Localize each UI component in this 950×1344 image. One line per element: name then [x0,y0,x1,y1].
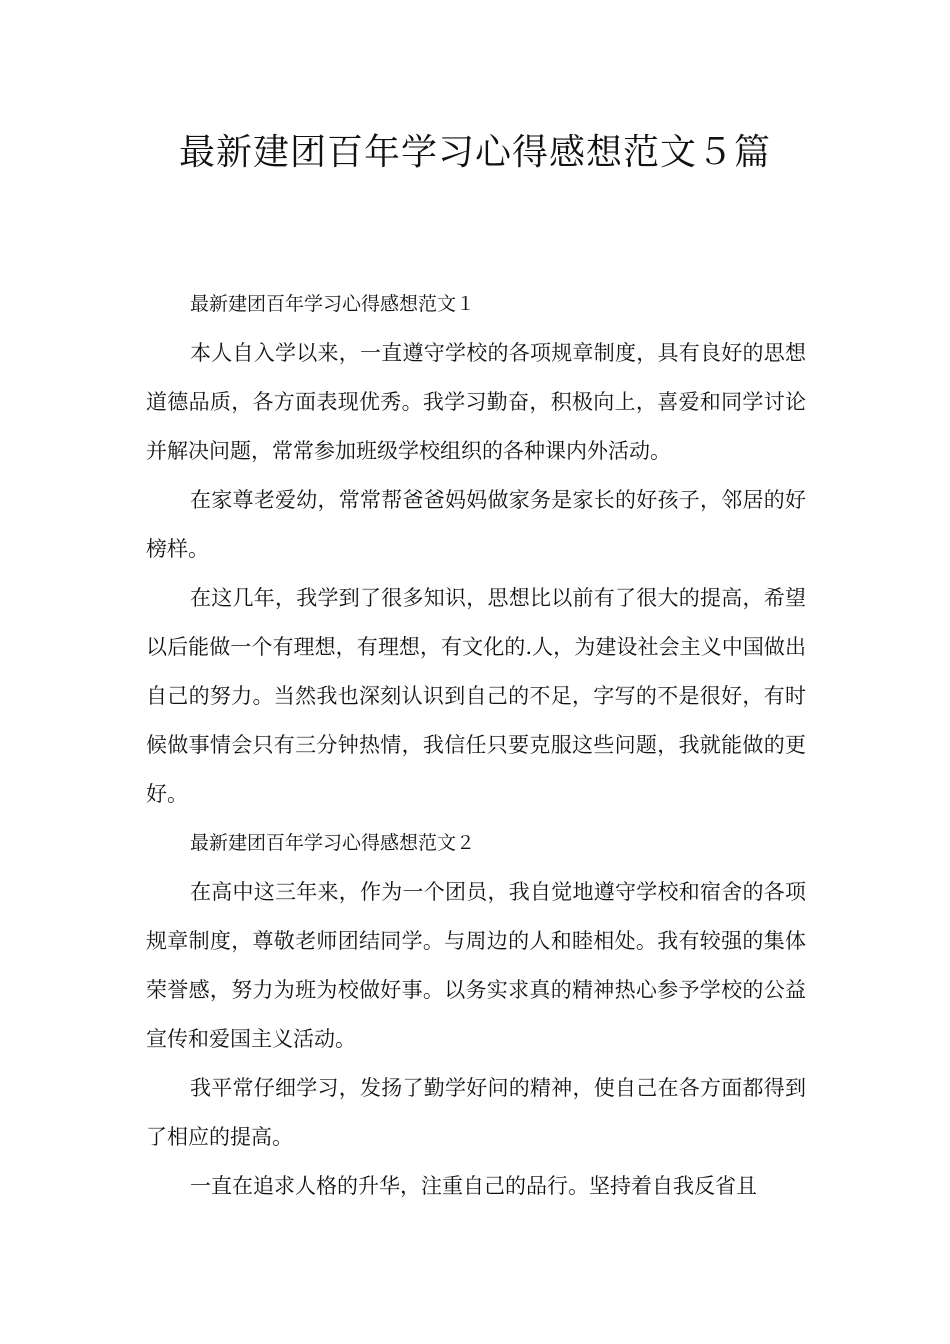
section-heading-2: 最新建团百年学习心得感想范文２ [190,832,476,854]
document-title: 最新建团百年学习心得感想范文５篇 [178,132,771,173]
section-heading-1: 最新建团百年学习心得感想范文１ [190,293,476,315]
paragraph: 在高中这三年来，作为一个团员，我自觉地遵守学校和宿舍的各项规章制度，尊敬老师团结同学。与周边的人和睦相处。我有较强的集体荣誉感，努力为班为校做好事。以务实求真的精神热心参予学校的公益宣传和爱国主义活动。 [146,880,806,1051]
paragraph: 本人自入学以来，一直遵守学校的各项规章制度，具有良好的思想道德品质，各方面表现优秀。我学习勤奋，积极向上，喜爱和同学讨论并解决问题，常常参加班级学校组织的各种课内外活动。 [146,341,806,463]
paragraph: 我平常仔细学习，发扬了勤学好问的精神，使自己在各方面都得到了相应的提高。 [146,1076,806,1149]
paragraph: 在家尊老爱幼，常常帮爸爸妈妈做家务是家长的好孩子，邻居的好榜样。 [146,488,806,561]
paragraph: 一直在追求人格的升华，注重自己的品行。坚持着自我反省且 [190,1174,757,1198]
document-body [146,280,806,1211]
paragraph: 在这几年，我学到了很多知识，思想比以前有了很大的提高，希望以后能做一个有理想，有理想，有文化的.人，为建设社会主义中国做出自己的努力。当然我也深刻认识到自己的不足，字写的不是很好，有时候做事情会只有三分钟热情，我信任只要克服这些问题，我就能做的更好。 [146,586,806,806]
